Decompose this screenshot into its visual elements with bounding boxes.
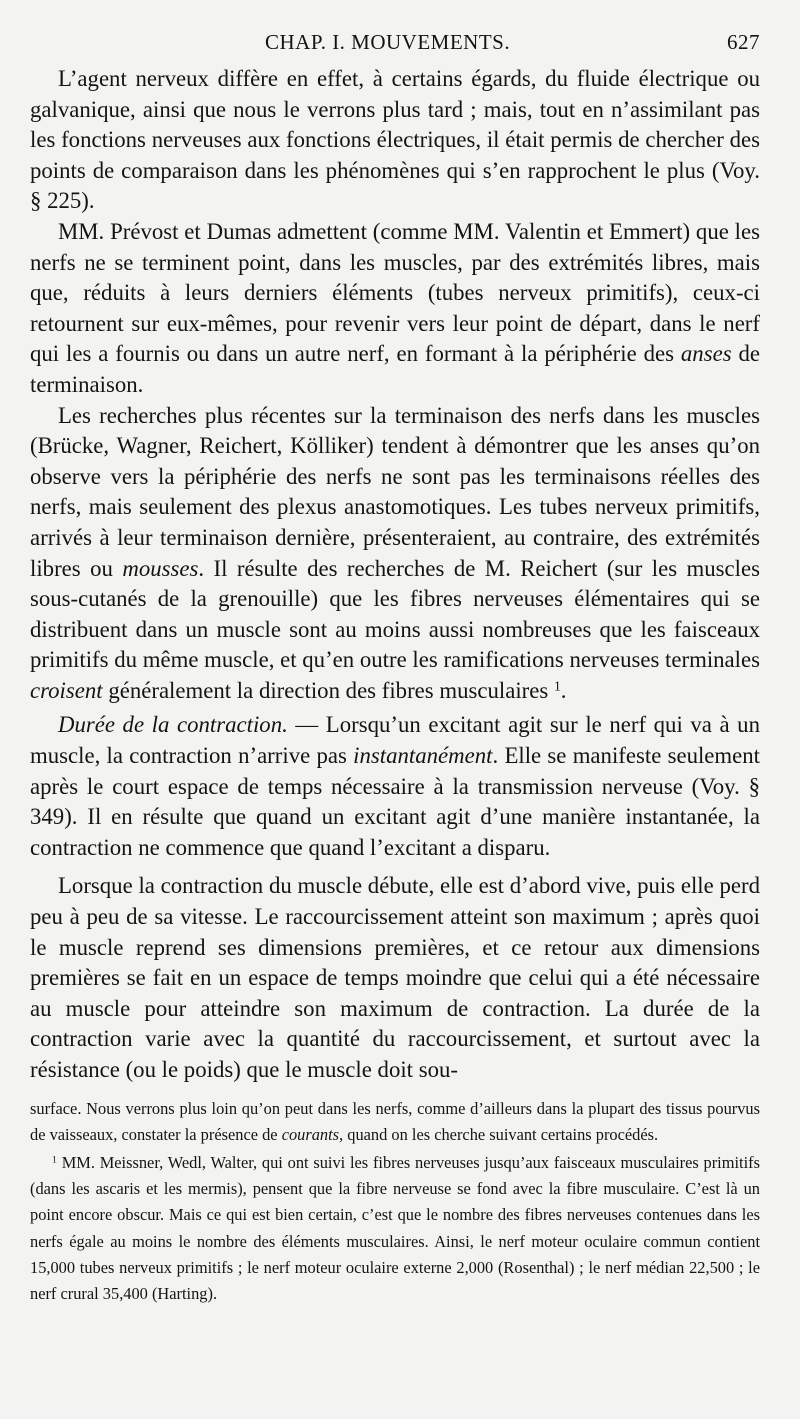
paragraph-3 bbox=[30, 401, 760, 707]
paragraph-3-text-a: Les recherches plus récentes sur la terminaison des nerfs dans les muscles (Brücke, Wagner, Reichert, Kölliker) tendent à démontrer que les anses qu’on observe vers la périphérie des nerfs ne sont pas les terminaisons réelles des nerfs, mais seulement des plexus anastomotiques. Les tubes nerveux primitifs, arrivés à leur terminaison dernière, présenteraient, au contraire, des extrémités libres ou bbox=[30, 402, 760, 581]
paragraph-1-text: L’agent nerveux diffère en effet, à certains égards, du fluide électrique ou galvanique, ainsi que nous le verrons plus tard ; mais, tout en n’assimilant pas les fonctions nerveuses aux fonctions électriques, il était permis de chercher des points de comparaison dans les phénomènes qui s’en rapprochent le plus (Voy. § 225). bbox=[30, 66, 760, 214]
italic-mousses: mousses bbox=[122, 555, 199, 581]
page-number: 627 bbox=[727, 30, 760, 54]
chapter-title: CHAP. I. MOUVEMENTS. bbox=[265, 30, 511, 54]
footnotes bbox=[30, 1096, 760, 1308]
section-heading-duree: Durée de la contraction. bbox=[58, 712, 288, 738]
footnote-continuation-text-b: quand on les cherche suivant certains procédés. bbox=[347, 1124, 659, 1144]
running-header bbox=[30, 30, 760, 64]
paragraph-2-end: de terminaison. bbox=[30, 341, 760, 397]
footnote-continuation-text-a: surface. Nous verrons plus loin qu’on peut dans les nerfs, comme d’ailleurs dans la plupart des tissus pourvus de vaisseaux, constater la présence de bbox=[30, 1098, 760, 1144]
footnote-1 bbox=[30, 1150, 760, 1307]
paragraph-5 bbox=[30, 871, 760, 1085]
paragraph-4-text-b: . Elle se manifeste seulement après le court espace de temps nécessaire à la transmission nerveuse (Voy. § 349). Il en résulte que quand un excitant agit d’une manière instantanée, la contraction ne commence que quand l’excitant a disparu. bbox=[30, 743, 761, 860]
paragraph-5-text: Lorsque la contraction du muscle débute, elle est d’abord vive, puis elle perd peu à peu de sa vitesse. Le raccourcissement atteint son maximum ; après quoi le muscle reprend ses dimensions premières, et ce retour aux dimensions premières se fait en un espace de temps moindre que celui qui a été nécessaire au muscle pour atteindre son maximum de contraction. La durée de la contraction varie avec la quantité du raccourcissement, et surtout avec la résistance (ou le poids) que le muscle doit sou- bbox=[30, 873, 760, 1082]
footnote-1-marker: 1 bbox=[52, 1154, 57, 1166]
paragraph-1 bbox=[30, 64, 760, 217]
paragraph-4-text-a: — Lorsqu’un excitant agit sur le nerf qui va à un muscle, la contraction n’arrive pas bbox=[30, 712, 760, 769]
italic-croisent: croisent bbox=[30, 677, 103, 703]
paragraph-4 bbox=[30, 710, 760, 863]
footnote-continuation bbox=[30, 1096, 760, 1148]
italic-courants: courants, bbox=[281, 1124, 344, 1144]
paragraph-2-text: MM. Prévost et Dumas admettent (comme MM. Valentin et Emmert) que les nerfs ne se terminent point, dans les muscles, par des extrémités libres, mais que, réduits à leurs derniers éléments (tubes nerveux primitifs), ceux-ci retournent sur eux-mêmes, pour revenir vers leur point de départ, dans le nerf qui les a fournis ou dans un autre nerf, en formant à la périphérie des bbox=[30, 218, 760, 367]
footnote-ref-1: 1 bbox=[553, 678, 561, 694]
paragraph-3-end: . bbox=[560, 677, 567, 703]
paragraph-2 bbox=[30, 217, 760, 401]
italic-instantanement: instantanément bbox=[353, 743, 493, 769]
paragraph-3-text-c: généralement la direction des fibres musculaires bbox=[108, 677, 549, 703]
italic-anses: anses bbox=[680, 341, 732, 367]
main-text bbox=[30, 64, 760, 1086]
footnote-1-text: MM. Meissner, Wedl, Walter, qui ont suivi les fibres nerveuses jusqu’aux faisceaux musculaires primitifs (dans les ascaris et les mermis), pensent que la fibre nerveuse se fond avec la fibre musculaire. C’est là un point encore obscur. Mais ce qui est bien certain, c’est que le nombre des fibres nerveuses contenues dans les nerfs égale au moins le nombre des éléments musculaires. Ainsi, le nerf moteur oculaire commun contient 15,000 tubes nerveux primitifs ; le nerf moteur oculaire externe 2,000 (Rosenthal) ; le nerf médian 22,500 ; le nerf crural 35,400 (Harting). bbox=[30, 1153, 760, 1304]
paragraph-3-text-b: . Il résulte des recherches de M. Reichert (sur les muscles sous-cutanés de la grenouille) que les fibres nerveuses élémentaires qui se distribuent dans un muscle sont au moins aussi nombreuses que les faisceaux primitifs du même muscle, et qu’en outre les ramifications nerveuses terminales bbox=[30, 555, 760, 673]
